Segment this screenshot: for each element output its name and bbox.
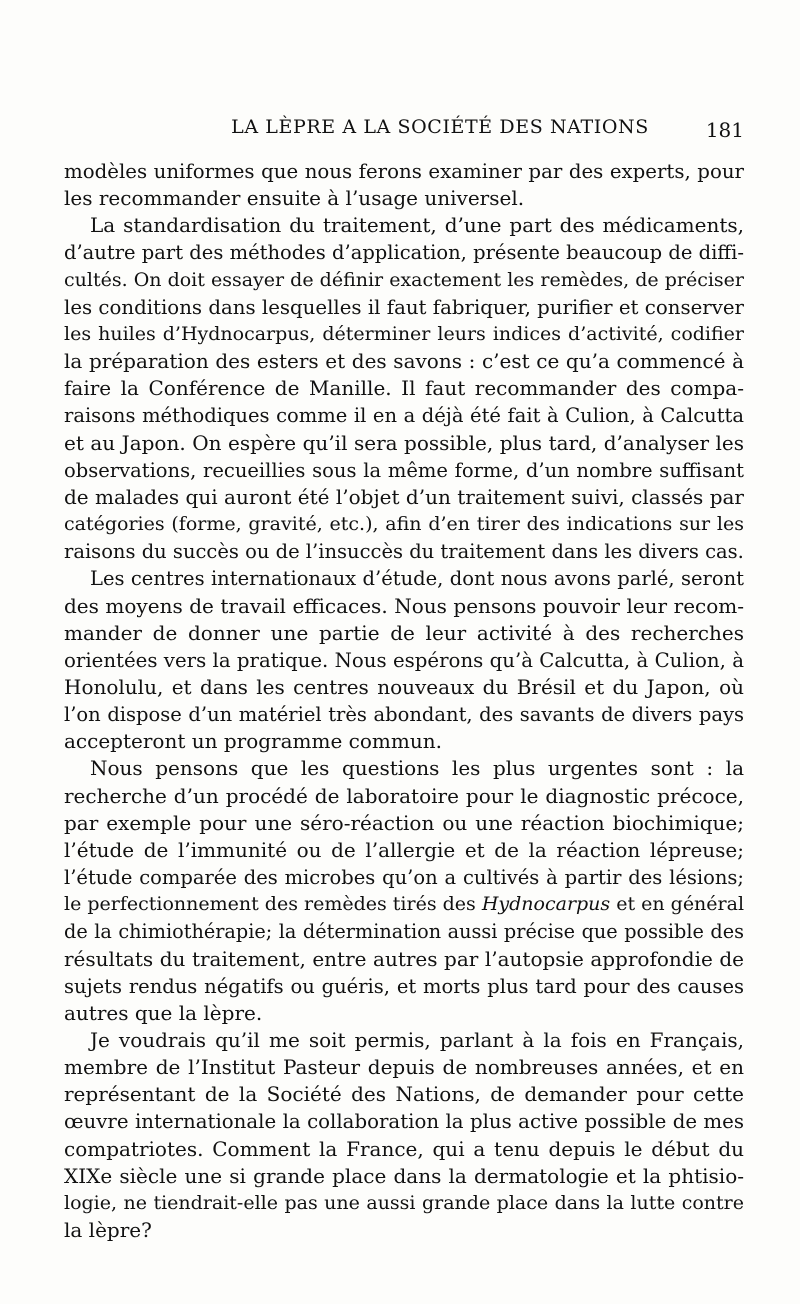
running-head (66, 116, 744, 146)
text-line: recherche d’un procédé de laboratoire pour le diagnostic précoce, (64, 783, 744, 808)
text-line: Je voudrais qu’il me soit permis, parlant à la fois en Français, (90, 1028, 744, 1052)
text-line: cultés. On doit essayer de définir exactement les remèdes, de préciser (64, 268, 744, 291)
text-line: la lèpre? (64, 1218, 152, 1243)
text-line: logie, ne tiendrait-elle pas une aussi grande place dans la lutte contre (64, 1191, 744, 1214)
text-line: les recommander ensuite à l’usage universel. (64, 186, 525, 211)
text-line: de la chimiothérapie; la détermination aussi précise que possible des (64, 920, 744, 944)
text-line: et au Japon. On espère qu’il sera possible, plus tard, d’analyser les (64, 430, 744, 455)
text-line: orientées vers la pratique. Nous espérons qu’à Calcutta, à Culion, à (64, 648, 744, 672)
text-line: accepteront un programme commun. (64, 729, 442, 754)
text-line: raisons méthodiques comme il en a déjà été fait à Culion, à Calcutta (64, 404, 744, 428)
text-line: des moyens de travail efficaces. Nous pensons pouvoir leur recom- (64, 593, 744, 618)
text-line: les huiles d’Hydnocarpus, déterminer leurs indices d’activité, codifier (64, 322, 744, 345)
text-line: la préparation des esters et des savons : c’est ce qu’a commencé à (64, 349, 744, 374)
paragraph (64, 1027, 744, 1244)
paragraph (64, 158, 744, 212)
text-line: raisons du succès ou de l’insuccès du traitement dans les divers cas. (64, 540, 744, 564)
page-number: 181 (705, 118, 744, 142)
text-line: Les centres internationaux d’étude, dont nous avons parlé, seront (90, 567, 744, 591)
text-line: l’étude comparée des microbes qu’on a cultivés à partir des lésions; (64, 866, 744, 890)
italic-term: Hydnocarpus (481, 893, 611, 916)
body-text (64, 158, 744, 1244)
text-line: par exemple pour une séro-réaction ou une réaction biochimique; (64, 810, 744, 835)
text-line: les conditions dans lesquelles il faut fabriquer, purifier et conserver (64, 295, 744, 319)
text-line: Nous pensons que les questions les plus urgentes sont : la (90, 756, 744, 781)
text-line: compatriotes. Comment la France, qui a tenu depuis le début du (64, 1136, 744, 1161)
text-line: mander de donner une partie de leur activité à des recherches (64, 620, 744, 645)
text-line: La standardisation du traitement, d’une part des médicaments, (90, 213, 744, 238)
text-line: observations, recueillies sous la même forme, d’un nombre suffisant (64, 458, 744, 482)
text-line: faire la Conférence de Manille. Il faut recommander des compa- (64, 376, 744, 401)
text-line: de malades qui auront été l’objet d’un traitement suivi, classés par (64, 484, 744, 509)
paragraph (64, 565, 744, 755)
text-line: d’autre part des méthodes d’application, présente beaucoup de diffi- (64, 241, 744, 265)
text-line: l’on dispose d’un matériel très abondant, des savants de divers pays (64, 703, 744, 727)
text-line: le perfectionnement des remèdes tirés des Hydnocarpus et en général (64, 893, 745, 916)
text-line: membre de l’Institut Pasteur depuis de nombreuses années, et en (64, 1055, 744, 1080)
text-line: œuvre internationale la collaboration la plus active possible de mes (64, 1110, 744, 1134)
paragraph (64, 212, 744, 565)
text-line: l’étude de l’immunité ou de l’allergie et de la réaction lépreuse; (64, 837, 744, 862)
text-line: catégories (forme, gravité, etc.), afin d’en tirer des indications sur les (64, 513, 744, 536)
text-line: sujets rendus négatifs ou guéris, et morts plus tard pour des causes (64, 974, 744, 998)
text-line: XIXe siècle une si grande place dans la dermatologie et la phtisio- (64, 1163, 744, 1188)
text-line: résultats du traitement, entre autres par l’autopsie approfondie de (64, 946, 744, 971)
text-line: Honolulu, et dans les centres nouveaux du Brésil et du Japon, où (64, 674, 744, 699)
running-title: LA LÈPRE A LA SOCIÉTÉ DES NATIONS (231, 116, 649, 138)
text-line: modèles uniformes que nous ferons examiner par des experts, pour (64, 160, 744, 183)
text-line: représentant de la Société des Nations, de demander pour cette (64, 1082, 744, 1107)
paragraph (64, 755, 744, 1027)
text-line: autres que la lèpre. (64, 1000, 263, 1025)
